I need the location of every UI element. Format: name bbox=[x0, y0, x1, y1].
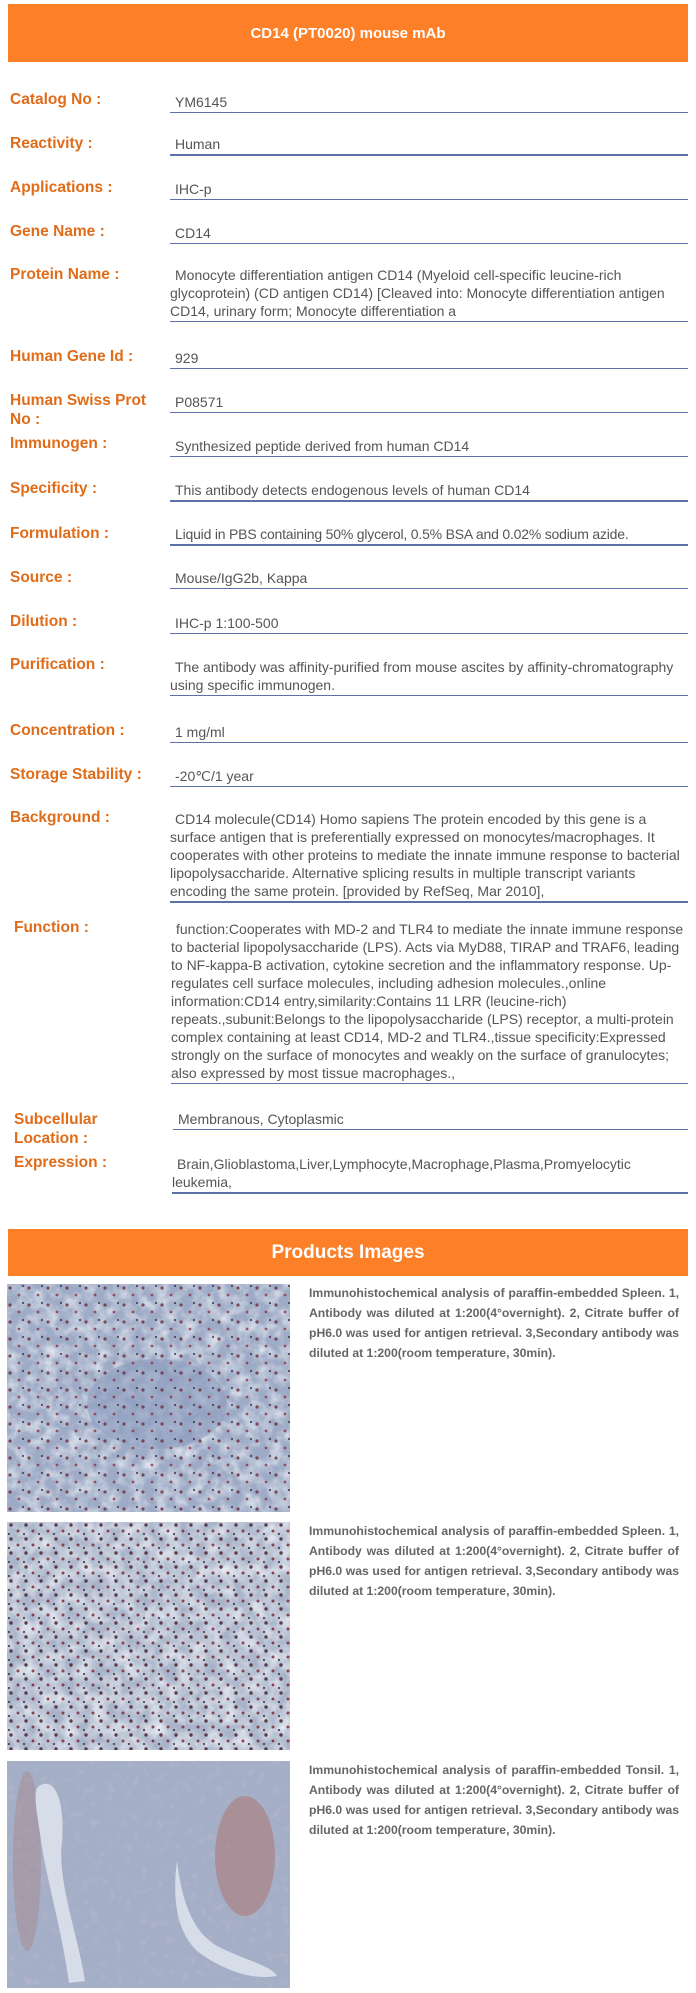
field-label: Protein Name : bbox=[10, 266, 120, 283]
product-title-banner bbox=[8, 4, 688, 62]
field-value: -20℃/1 year bbox=[170, 767, 688, 787]
field-label: Gene Name : bbox=[10, 223, 105, 240]
field-label: Background : bbox=[10, 809, 110, 826]
field-value: This antibody detects endogenous levels of human CD14 bbox=[170, 481, 688, 502]
field-label: Function : bbox=[14, 919, 89, 936]
field-value: 1 mg/ml bbox=[170, 723, 688, 743]
field-label: Applications : bbox=[10, 179, 113, 196]
products-images-title: Products Images bbox=[271, 1241, 425, 1263]
field-value: Synthesized peptide derived from human CD14 bbox=[170, 437, 688, 457]
field-value: function:Cooperates with MD-2 and TLR4 to mediate the innate immune response to bacterial lipopolysaccharide (LPS). Acts via MyD88, TIRAP and TRAF6, leading to NF-kappa-B activation, cytokine secretion and the inflammatory response. Up-regulates cell surface molecules, including adhesion molecules.,online information:CD14 entry,similarity:Contains 11 LRR (leucine-rich) repeats.,subunit:Belongs to the lipopolysaccharide (LPS) receptor, a multi-protein complex containing at least CD14, MD-2 and TLR4.,tissue specificity:Expressed strongly on the surface of monocytes and weakly on the surface of granulocytes; also expressed by most tissue macrophages., bbox=[171, 920, 688, 1084]
field-label: Human Swiss Prot No : bbox=[10, 392, 147, 428]
field-label: Dilution : bbox=[10, 613, 78, 630]
field-value: 929 bbox=[170, 349, 688, 369]
field-value: IHC-p 1:100-500 bbox=[170, 614, 688, 634]
field-value: CD14 molecule(CD14) Homo sapiens The protein encoded by this gene is a surface antigen that is preferentially expressed on monocytes/macrophages. It cooperates with other proteins to mediate the innate immune response to bacterial lipopolysaccharide. Alternative splicing results in multiple transcript variants encoding the same protein. [provided by RefSeq, Mar 2010], bbox=[170, 810, 688, 903]
field-value: IHC-p bbox=[170, 180, 688, 200]
field-label: Storage Stability : bbox=[10, 766, 142, 783]
field-value: The antibody was affinity-purified from mouse ascites by affinity-chromatography using specific immunogen. bbox=[170, 658, 688, 696]
field-label: Purification : bbox=[10, 656, 105, 673]
ihc-spleen-image-1 bbox=[7, 1284, 290, 1512]
field-value: CD14 bbox=[170, 224, 688, 244]
image-caption: Immunohistochemical analysis of paraffin-embedded Spleen. 1, Antibody was diluted at 1:200(4°overnight). 2, Citrate buffer of pH6.0 was used for antigen retrieval. 3,Secondary antibody was diluted at 1:200(room temperature, 30min). bbox=[309, 1286, 679, 1360]
ihc-tissue-image bbox=[7, 1284, 290, 1512]
field-label: Specificity : bbox=[10, 480, 97, 497]
field-value: Monocyte differentiation antigen CD14 (Myeloid cell-specific leucine-rich glycoprotein) (CD antigen CD14) [Cleaved into: Monocyte differentiation antigen CD14, urinary form; Monocyte differentiation a bbox=[170, 266, 688, 322]
field-label: Expression : bbox=[14, 1154, 108, 1171]
image-caption: Immunohistochemical analysis of paraffin-embedded Tonsil. 1, Antibody was diluted at 1:200(4°overnight). 2, Citrate buffer of pH6.0 was used for antigen retrieval. 3,Secondary antibody was diluted at 1:200(room temperature, 30min). bbox=[309, 1763, 679, 1837]
field-value: Liquid in PBS containing 50% glycerol, 0.5% BSA and 0.02% sodium azide. bbox=[170, 525, 688, 546]
ihc-tissue-image bbox=[7, 1761, 290, 1988]
field-value: Membranous, Cytoplasmic bbox=[173, 1110, 688, 1130]
ihc-tissue-image bbox=[7, 1522, 290, 1750]
field-label: Immunogen : bbox=[10, 435, 108, 452]
field-label: Reactivity : bbox=[10, 135, 93, 152]
field-label: Source : bbox=[10, 569, 73, 586]
products-images-banner bbox=[8, 1229, 688, 1276]
field-label: Subcellular Location : bbox=[14, 1111, 98, 1147]
field-value: Human bbox=[170, 135, 688, 156]
field-value: P08571 bbox=[170, 393, 688, 413]
field-value: Brain,Glioblastoma,Liver,Lymphocyte,Macrophage,Plasma,Promyelocytic leukemia, bbox=[172, 1155, 688, 1194]
field-label: Human Gene Id : bbox=[10, 348, 134, 365]
field-value: YM6145 bbox=[170, 93, 688, 113]
ihc-tonsil-image bbox=[7, 1761, 290, 1988]
image-caption: Immunohistochemical analysis of paraffin-embedded Spleen. 1, Antibody was diluted at 1:200(4°overnight). 2, Citrate buffer of pH6.0 was used for antigen retrieval. 3,Secondary antibody was diluted at 1:200(room temperature, 30min). bbox=[309, 1524, 679, 1598]
field-label: Formulation : bbox=[10, 525, 110, 542]
field-value: Mouse/IgG2b, Kappa bbox=[170, 569, 688, 589]
product-title: CD14 (PT0020) mouse mAb bbox=[250, 24, 446, 42]
field-label: Concentration : bbox=[10, 722, 125, 739]
ihc-spleen-image-2 bbox=[7, 1522, 290, 1750]
field-label: Catalog No : bbox=[10, 91, 102, 108]
